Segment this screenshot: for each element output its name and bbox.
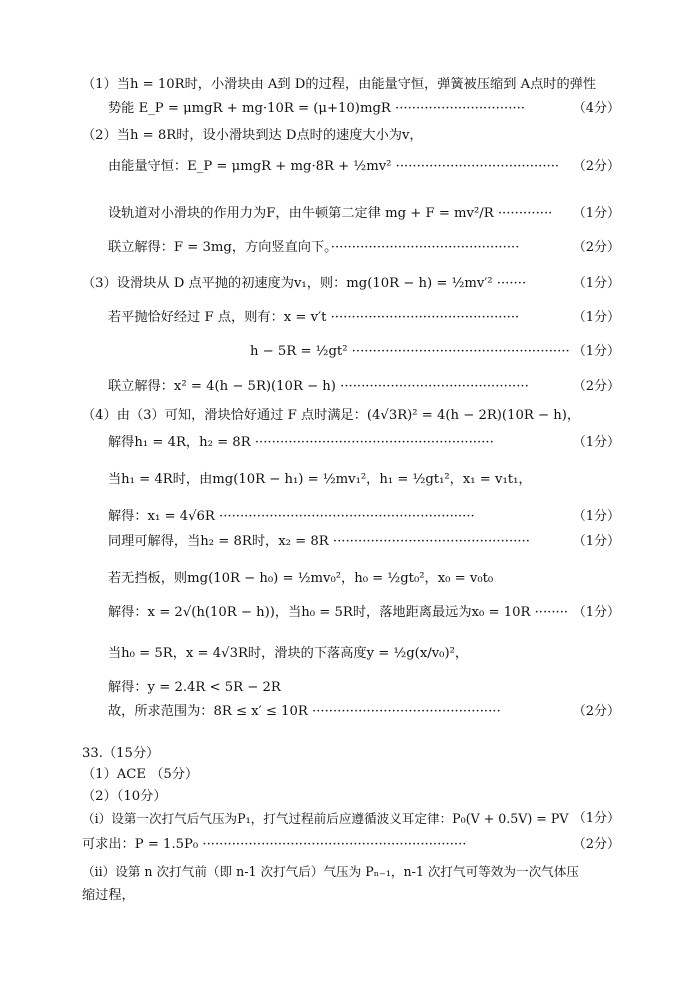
line: （4）由（3）可知，滑块恰好通过 F 点时满足：(4√3R)² = 4(h − 2R)(10R − h)， — [82, 408, 581, 423]
line: 设轨道对小滑块的作用力为F，由牛顿第二定律 mg + F = mv²/R ············· （1分） — [108, 206, 620, 221]
line: 联立解得：x² = 4(h − 5R)(10R − h) ············································· （2分） — [108, 379, 620, 394]
line: 若平抛恰好经过 F 点，则有：x = v′t ············································· （1分） — [108, 310, 620, 325]
line: （3）设滑块从 D 点平抛的初速度为v₁，则：mg(10R − h) = ½mv′² ······· （1分） — [82, 276, 620, 291]
line: 可求出：P = 1.5P₀ ······························································· （2分） — [82, 837, 620, 852]
line: 解得：x₁ = 4√6R ····························································· （1分） — [108, 509, 620, 524]
section-heading: 33.（15分） — [82, 746, 160, 761]
line: 联立解得：F = 3mg，方向竖直向下。············································· （2分） — [108, 240, 620, 255]
line: 故，所求范围为：8R ≤ x′ ≤ 10R ············································· （2分） — [108, 704, 620, 719]
line: （1）ACE （5分） — [82, 767, 199, 782]
line: 缩过程， — [82, 888, 135, 903]
line: （2）当h = 8R时，设小滑块到达 D点时的速度大小为v， — [82, 128, 423, 143]
line: 解得h₁ = 4R，h₂ = 8R ························································· （1分） — [108, 435, 620, 450]
line: h − 5R = ½gt² ···················································· （1分） — [250, 344, 620, 359]
line: （2）（10分） — [82, 789, 167, 804]
line: 当h₁ = 4R时，由mg(10R − h₁) = ½mv₁²，h₁ = ½gt₁²，x₁ = v₁t₁， — [108, 472, 532, 487]
line: （i）设第一次打气后气压为P₁，打气过程前后应遵循波义耳定律：P₀(V + 0.5V) = PV （1分） — [82, 811, 620, 826]
line: 同理可解得，当h₂ = 8R时，x₂ = 8R ··············································· （1分） — [108, 534, 620, 549]
line: 若无挡板，则mg(10R − h₀) = ½mv₀²，h₀ = ½gt₀²，x₀ = v₀t₀ — [108, 571, 494, 586]
line: 当h₀ = 5R，x = 4√3R时，滑块的下落高度y = ½g(x/v₀)²， — [108, 646, 469, 661]
line: （1）当h = 10R时，小滑块由 A到 D的过程，由能量守恒，弹簧被压缩到 A点时的弹性 — [82, 77, 597, 92]
line: 解得：y = 2.4R < 5R − 2R — [108, 680, 281, 695]
line: 由能量守恒：E_P = μmgR + mg·8R + ½mv² ······································· （2分） — [108, 159, 620, 174]
line: 解得：x = 2√(h(10R − h))，当h₀ = 5R时，落地距离最远为x₀ = 10R ········ （1分） — [108, 605, 620, 620]
line: （ii）设第 n 次打气前（即 n-1 次打气后）气压为 Pₙ₋₁，n-1 次打气可等效为一次气体压 — [82, 864, 579, 879]
line: 势能 E_P = μmgR + mg·10R = (μ+10)mgR ······························· （4分） — [108, 101, 620, 116]
